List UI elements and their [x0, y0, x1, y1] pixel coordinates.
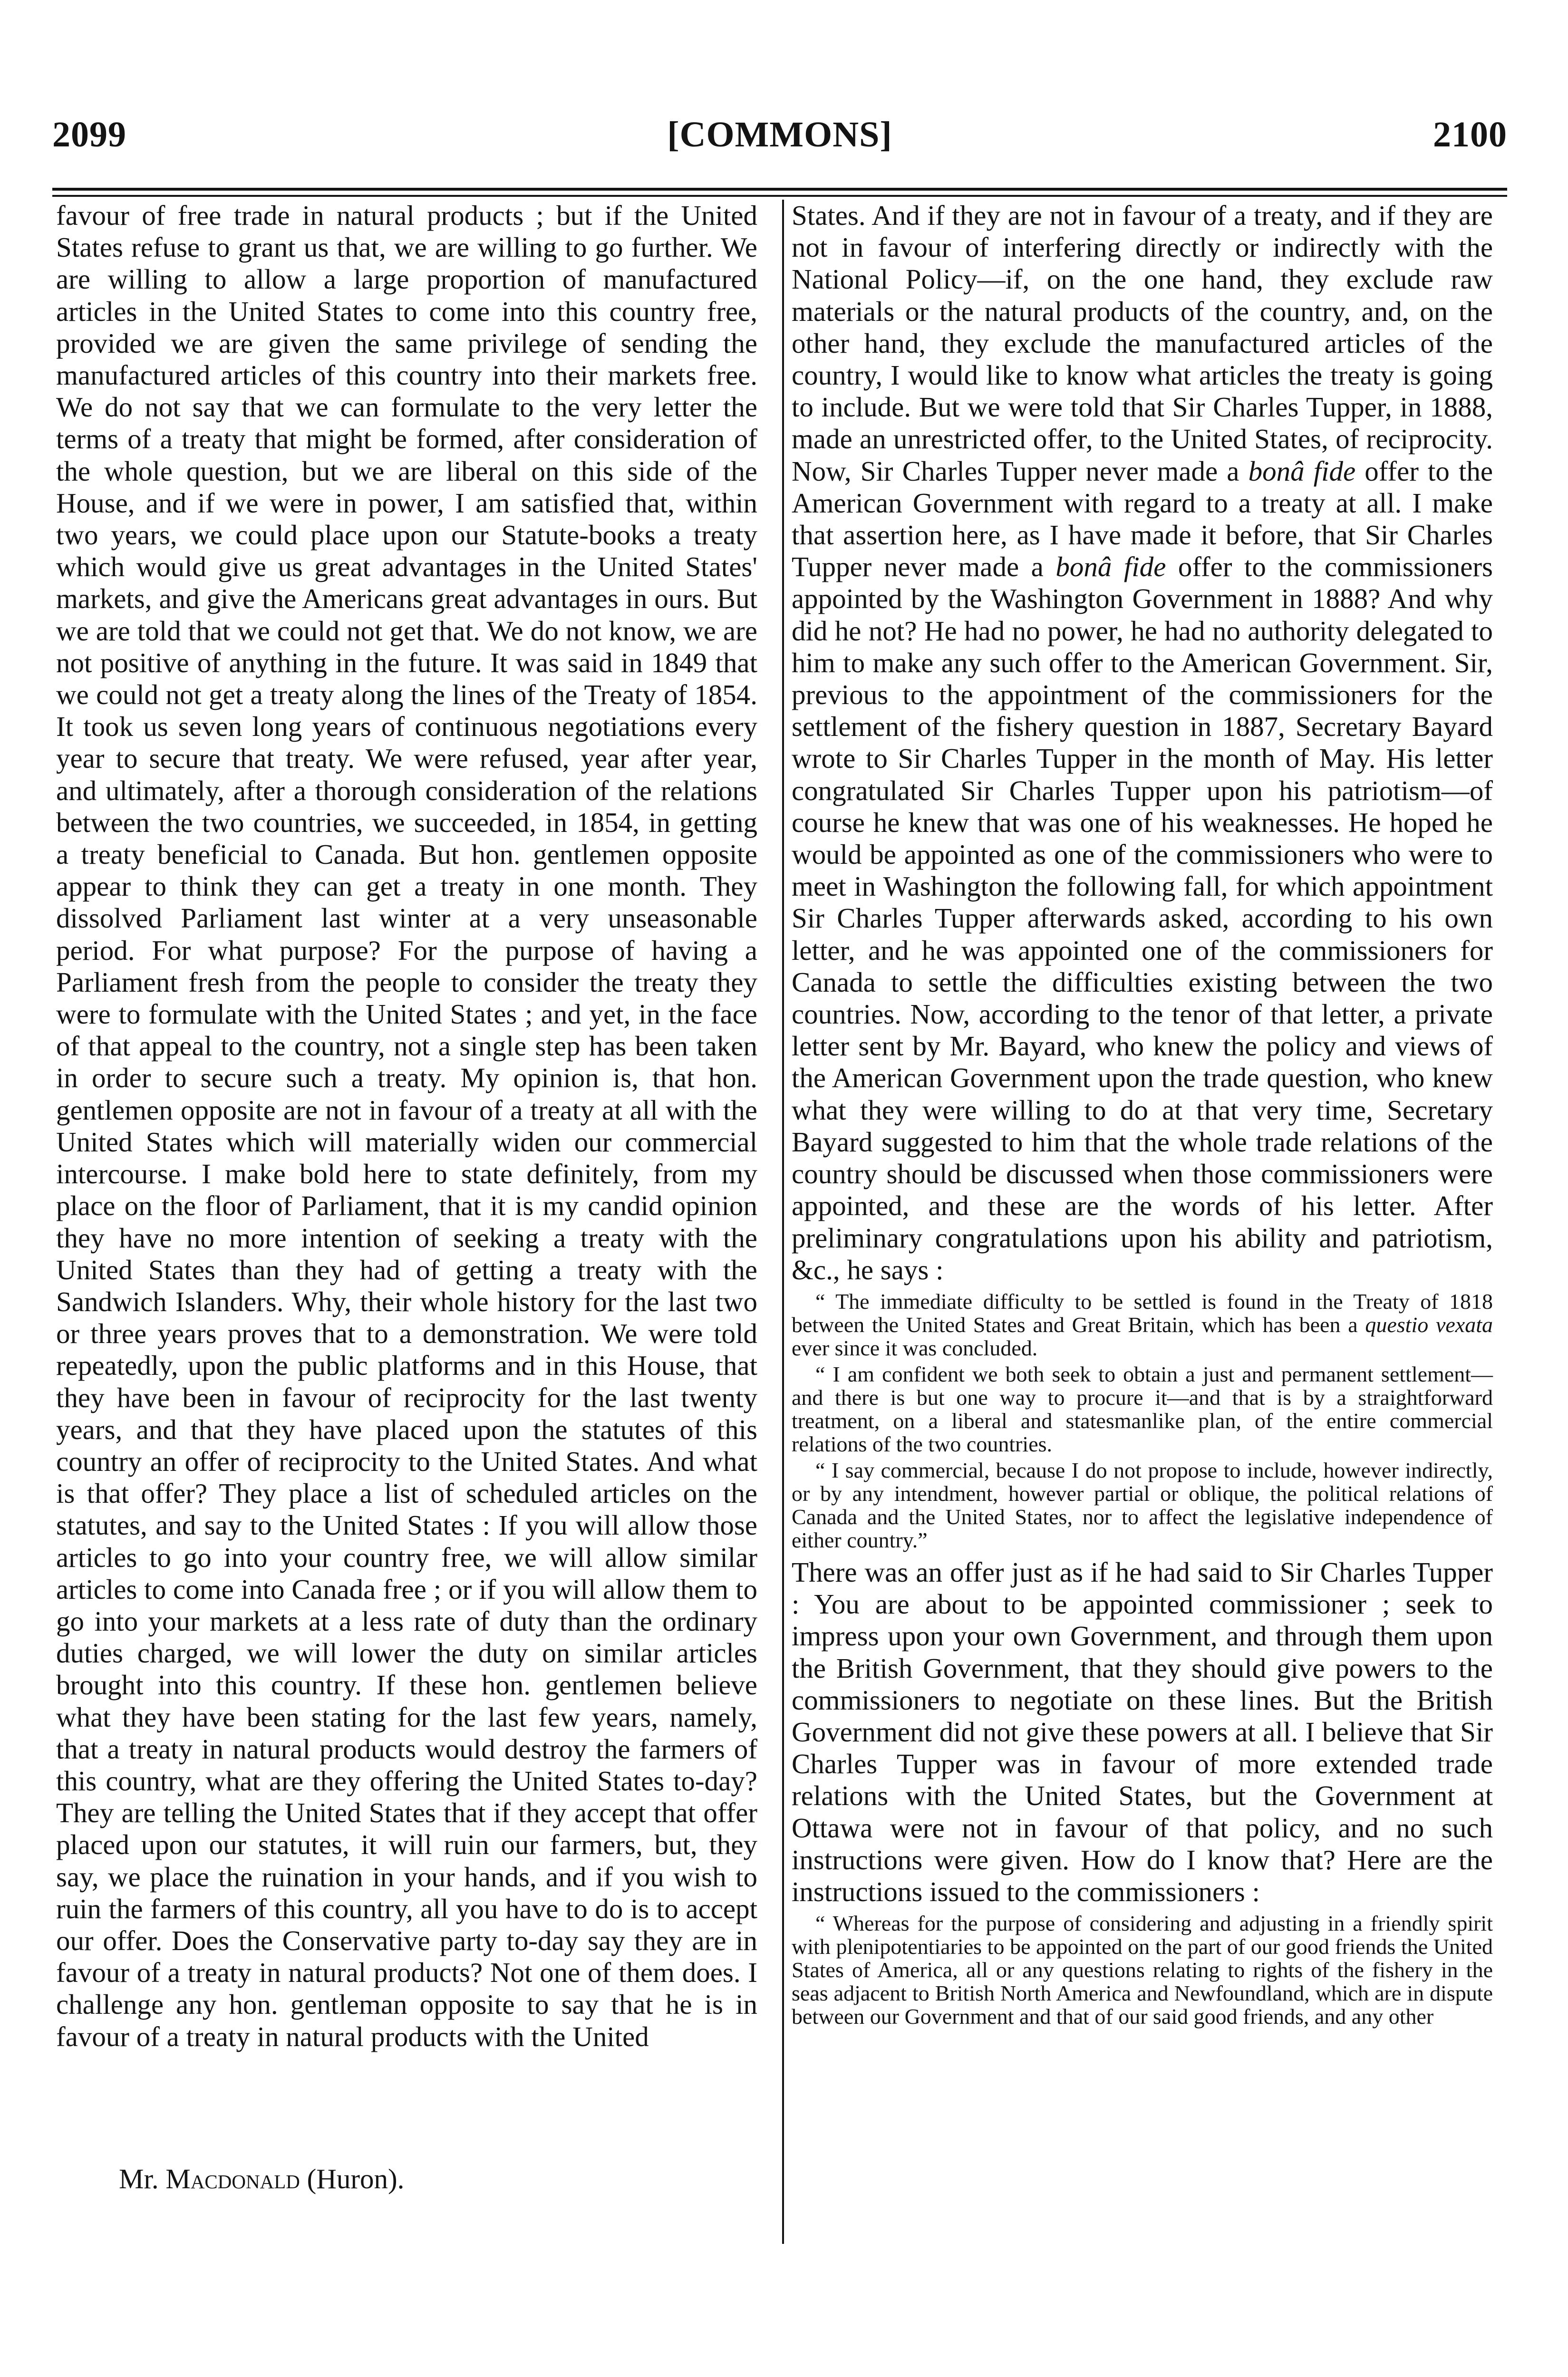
left-paragraph: favour of free trade in natural products ; but if the United States refuse to grant us that, we are willing to go further. We are willing to allow a large proportion of manufactured articles in the United States to come into this country free, provided we are given the same privilege of sending the manufactured articles of this country into their markets free. We do not say that we can formulate to the very letter the terms of a treaty that might be formed, after consideration of the whole question, but we are liberal on this side of the House, and if we were in power, I am satisfied that, within two years, we could place upon our Statute-books a treaty which would give us great advantages in the United States' markets, and give the Americans great advantages in ours. But we are told that we could not get that. We do not know, we are not positive of anything in the future. It was said in 1849 that we could not get a treaty along the lines of the Treaty of 1854. It took us seven long years of continuous negotiations every year to secure that treaty. We were refused, year after year, and ultimately, after a thorough consideration of the relations between the two countries, we succeeded, in 1854, in getting a treaty beneficial to Canada. But hon. gentlemen opposite appear to think they can get a treaty in one month. They dissolved Parliament last winter at a very unseasonable period. For what purpose? For the purpose of having a Parliament fresh from the people to consider the treaty they were to formulate with the United States ; and yet, in the face of that appeal to the country, not a single step has been taken in order to secure such a treaty. My opinion is, that hon. gentlemen opposite are not in favour of a treaty at all with the United States which will materially widen our commercial intercourse. I make bold here to state definitely, from my place on the floor of Parliament, that it is my candid opinion they have no more intention of seeking a treaty with the United States than they had of getting a treaty with the Sandwich Islanders. Why, their whole history for the last two or three years proves that to a demonstration. We were told repeatedly, upon the public platforms and in this House, that they have been in favour of reciprocity for the last twenty years, and that they have placed upon the statutes of this country an offer of reciprocity to the United States. And what is that offer? They place a list of scheduled articles on the statutes, and say to the United States : If you will allow those articles to go into your country free, we will allow similar articles to come into Canada free ; or if you will allow them to go into your markets at a less rate of duty than the ordinary duties charged, we will lower the duty on similar articles brought into this country. If these hon. gentlemen believe what they have been stating for the last few years, namely, that a treaty in natural products would destroy the farmers of this country, what are they offering the United States to-day? They are telling the United States that if they accept that offer placed upon our statutes, it will ruin our farmers, but, they say, we place the ruination in your hands, and if you wish to ruin the farmers of this country, all you have to do is to accept our offer. Does the Conservative party to-day say they are in favour of a treaty in natural products? Not one of them does. I challenge any hon. gentleman opposite to say that he is in favour of a treaty in natural products with the United [56, 200, 757, 2052]
header-rule-top [52, 188, 1507, 191]
right-p1-part-b: offer to the American Government with regard to a treaty at all. I make that assertion here, as I have made it before, that Sir Charles Tupper never made a [792, 455, 1493, 583]
page-number-left: 2099 [52, 115, 126, 155]
quote-3: “ I say commercial, because I do not propose to include, however indirectly, or by any intendment, however partial or oblique, the political relations of Canada and the United States, nor to affect the legislative independence of either country.” [792, 1458, 1493, 1552]
left-column [56, 200, 757, 2053]
page-number-right: 2100 [1433, 115, 1507, 155]
quote-1 [792, 1290, 1493, 1360]
speaker-footer [119, 2163, 404, 2195]
right-p1-part-a: States. And if they are not in favour of a treaty, and if they are not in favour of interfering directly or indirectly with the National Policy—if, on the one hand, they exclude raw materials or the natural products of the country, and, on the other hand, they exclude the manufactured articles of the country, I would like to know what articles the treaty is going to include. But we were told that Sir Charles Tupper, in 1888, made an unrestricted offer, to the United States, of reciprocity. Now, Sir Charles Tupper never made a [792, 200, 1493, 487]
speaker-riding: (Huron). [307, 2163, 405, 2194]
latin-phrase-2: bonâ fide [1055, 551, 1166, 583]
column-divider [782, 200, 784, 2244]
right-paragraph-2: There was an offer just as if he had said to Sir Charles Tupper : You are about to be appointed commissioner ; seek to impress upon your own Government, and through them upon the British Government, that they should give powers to the commissioners to negotiate on these lines. But the British Government did not give these powers at all. I believe that Sir Charles Tupper was in favour of more extended trade relations with the United States, but the Government at Ottawa were not in favour of that policy, and no such instructions were given. How do I know that? Here are the instructions issued to the commissioners : [792, 1556, 1493, 1907]
speaker-name: Macdonald [165, 2163, 300, 2194]
right-p1-part-c: offer to the commissioners appointed by the Washington Government in 1888? And why did he not? He had no power, he had no authority delegated to him to make any such offer to the American Government. Sir, previous to the appointment of the commissioners for the settlement of the fishery question in 1887, Secretary Bayard wrote to Sir Charles Tupper in the month of May. His letter congratulated Sir Charles Tupper upon his patriotism—of course he knew that was one of his weaknesses. He hoped he would be appointed as one of the commissioners who were to meet in Washington the following fall, for which appointment Sir Charles Tupper afterwards asked, according to his own letter, and he was appointed one of the commissioners for Canada to settle the difficulties existing between the two countries. Now, according to the tenor of that letter, a private letter sent by Mr. Bayard, who knew the policy and views of the American Government upon the trade question, who knew what they were willing to do at that very time, Secretary Bayard suggested to him that the whole trade relations of the country should be discussed when those commissioners were appointed, and these are the words of his letter. After preliminary congratulations upon his ability and patriotism, &c., he says : [792, 551, 1493, 1285]
quote-4: “ Whereas for the purpose of considering and adjusting in a friendly spirit with plenipotentiaries to be appointed on the part of our good friends the United States of America, all or any questions relating to rights of the fishery in the seas adjacent to British North America and Newfoundland, which are in dispute between our Government and that of our said good friends, and any other [792, 1911, 1493, 2029]
latin-phrase-1: bonâ fide [1248, 455, 1356, 487]
page-header [52, 114, 1507, 166]
quote-1-part-a: “ The immediate difficulty to be settled is found in the Treaty of 1818 between the United States and Great Britain, which has been a [792, 1289, 1493, 1337]
right-paragraph-1 [792, 200, 1493, 1286]
right-column [792, 200, 1493, 2031]
quote-1-part-b: ever since it was concluded. [792, 1335, 1038, 1360]
speaker-prefix: Mr. [119, 2163, 159, 2194]
header-rule-bottom [52, 195, 1507, 197]
latin-phrase-3: questio vexata [1365, 1312, 1493, 1337]
quote-2: “ I am confident we both seek to obtain a just and permanent settlement—and there is but one way to procure it—and that is by a straightforward treatment, on a liberal and statesmanlike plan, of the entire commercial relations of the two countries. [792, 1362, 1493, 1456]
running-title: [COMMONS] [667, 115, 892, 155]
